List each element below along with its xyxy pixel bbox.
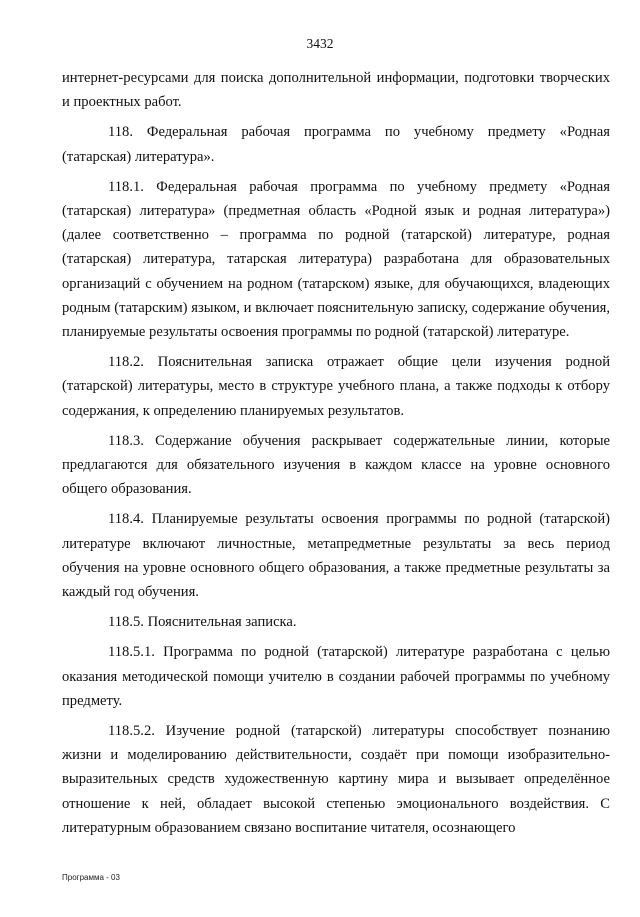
paragraph-118: 118. Федеральная рабочая программа по учебному предмету «Родная (татарская) литература». [62, 124, 610, 165]
paragraph-118-3: 118.3. Содержание обучения раскрывает содержательные линии, которые предлагаются для обязательного изучения в каждом классе на уровне основного общего образования. [62, 432, 610, 498]
paragraph-118-4: 118.4. Планируемые результаты освоения программы по родной (татарской) литературе включают личностные, метапредметные результаты за весь период обучения на уровне основного общего образования, а также предметные результаты за каждый год обучения. [62, 511, 610, 601]
paragraph-118-2: 118.2. Пояснительная записка отражает общие цели изучения родной (татарской) литературы, место в структуре учебного плана, а также подходы к отбору содержания, к определению планируемых результатов. [62, 354, 610, 419]
page-number: 3432 [306, 36, 334, 51]
document-body [62, 66, 610, 846]
paragraph-continuation: интернет-ресурсами для поиска дополнительной информации, подготовки творческих и проектных работ. [62, 70, 610, 111]
paragraph-118-5: 118.5. Пояснительная записка. [108, 614, 297, 631]
footer-label: Программа - 03 [62, 873, 120, 882]
paragraph-118-1: 118.1. Федеральная рабочая программа по учебному предмету «Родная (татарская) литература» (предметная область «Родной язык и родная литература») (далее соответственно – программа по родной (татарской) литературе, родная (татарская) литература, татарская литература) разработана для образовательных организаций с обучением на родном (татарском) языке, для обучающихся, владеющих родным (татарским) языком, и включает пояснительную записку, содержание обучения, планируемые результаты освоения программы по родной (татарской) литературе. [62, 178, 610, 341]
paragraph-118-5-2: 118.5.2. Изучение родной (татарской) литературы способствует познанию жизни и моделированию действительности, создаёт при помощи изобразительно-выразительных средств художественную картину мира и вызывает определённое отношение к ней, обладает высокой степенью эмоционального воздействия. С литературным образованием связано воспитание читателя, осознающего [62, 723, 610, 836]
paragraph-118-5-1: 118.5.1. Программа по родной (татарской) литературе разработана с целью оказания методической помощи учителю в создании рабочей программы по учебному предмету. [62, 644, 610, 709]
